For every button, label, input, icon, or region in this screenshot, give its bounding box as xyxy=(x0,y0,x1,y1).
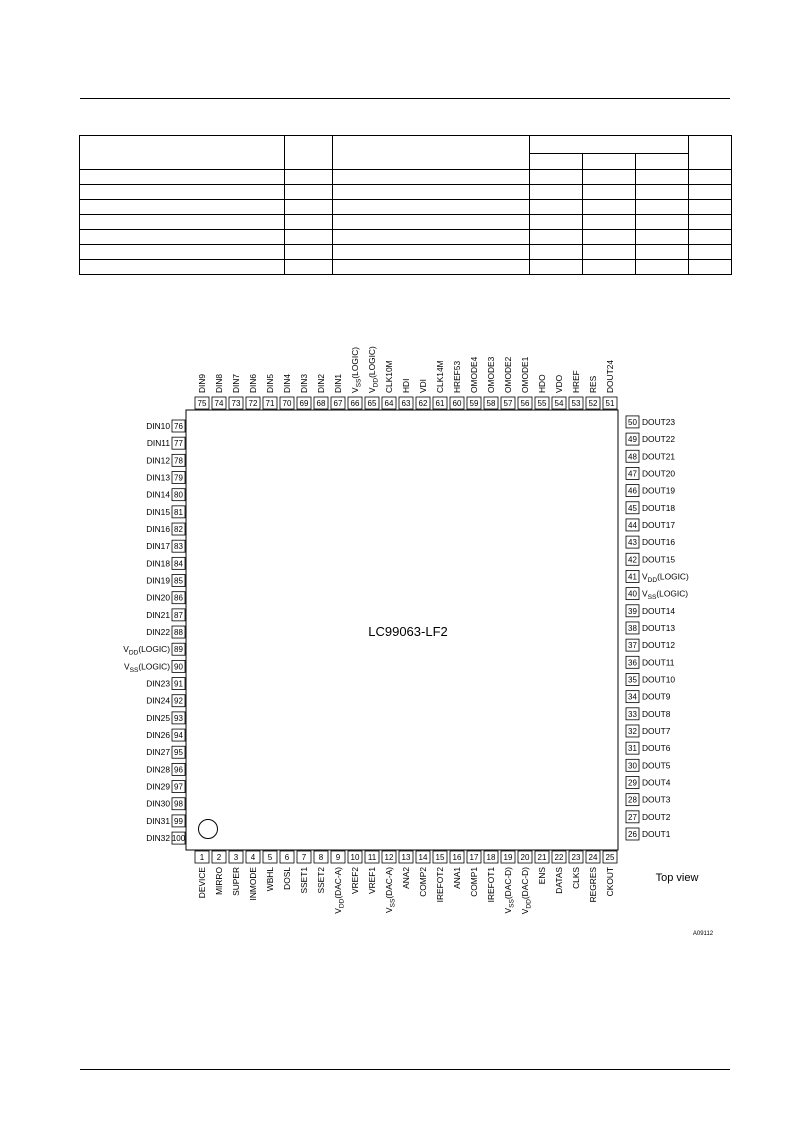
pin-number: 56 xyxy=(520,399,530,408)
pin-number: 25 xyxy=(605,853,615,862)
pin-label: DIN26 xyxy=(146,730,170,741)
pin-number: 89 xyxy=(174,645,183,655)
pin-number: 31 xyxy=(628,744,637,754)
pin-number: 10 xyxy=(350,853,360,862)
pin-label: DATAS xyxy=(554,867,564,894)
pin-label: DIN5 xyxy=(265,373,275,393)
pin-label: OMODE4 xyxy=(469,356,479,393)
pin-label: ENS xyxy=(537,867,547,885)
pin-number: 15 xyxy=(435,853,445,862)
pin-number: 45 xyxy=(628,503,637,513)
pin-number: 64 xyxy=(384,399,394,408)
pin-number: 70 xyxy=(282,399,292,408)
pin-label: $V_{SS}(DAC-A)$ xyxy=(384,867,397,914)
pin-label: DIN31 xyxy=(146,815,170,826)
pin-number: 66 xyxy=(350,399,360,408)
pin-number: 86 xyxy=(174,593,183,603)
pin-label: $V_{DD}(LOGIC)$ xyxy=(642,571,689,584)
pin-number: 81 xyxy=(174,507,183,517)
pin-label: CKOUT xyxy=(605,867,615,897)
pin-label: WBHL xyxy=(265,867,275,892)
pin-number: 54 xyxy=(554,399,564,408)
pin-label: HREF xyxy=(571,370,581,393)
pin-label: $V_{DD}(LOGIC)$ xyxy=(123,644,170,657)
pin-number: 34 xyxy=(628,692,637,702)
pin-number: 11 xyxy=(367,853,377,862)
pin-label: DIN18 xyxy=(146,558,170,569)
pin-number: 21 xyxy=(537,853,547,862)
pin-label: CLK10M xyxy=(384,360,394,393)
pin-label: DIN4 xyxy=(282,373,292,393)
pin-number: 9 xyxy=(335,853,341,862)
pin-label: DIN12 xyxy=(146,455,170,466)
pin-number: 91 xyxy=(174,679,183,689)
pin-label: DOUT17 xyxy=(642,519,676,530)
pin-number: 79 xyxy=(174,473,183,483)
pin-label: ANA1 xyxy=(452,867,462,889)
pin-label: VREF2 xyxy=(350,867,360,894)
pin-number: 74 xyxy=(214,399,224,408)
pin-number: 42 xyxy=(628,555,637,565)
pin-number: 44 xyxy=(628,520,637,530)
pin-label: DIN16 xyxy=(146,524,170,535)
pin-number: 63 xyxy=(401,399,411,408)
pin-number: 35 xyxy=(628,675,637,685)
pin-number: 53 xyxy=(571,399,581,408)
pin-number: 1 xyxy=(199,853,205,862)
chip-part-number: LC99063-LF2 xyxy=(368,624,448,639)
pin-label: DIN32 xyxy=(146,833,170,844)
pin-number: 36 xyxy=(628,658,637,668)
pin-label: DIN10 xyxy=(146,421,170,431)
pin-label: $V_{DD}(DAC-A)$ xyxy=(333,867,346,914)
pin-label: DOSL xyxy=(282,867,292,890)
pin-label: DIN6 xyxy=(248,373,258,393)
pin-label: DIN3 xyxy=(299,373,309,393)
pin-label: DIN21 xyxy=(146,609,170,620)
pin-number: 75 xyxy=(197,399,207,408)
pin-label: DOUT2 xyxy=(642,811,671,822)
pin-number: 59 xyxy=(469,399,479,408)
pin-number: 84 xyxy=(174,559,183,569)
pin-label: DIN9 xyxy=(197,373,207,393)
pin-number: 90 xyxy=(174,662,183,672)
pin-number: 39 xyxy=(628,606,637,616)
pin-number: 80 xyxy=(174,490,183,500)
pin-number: 61 xyxy=(435,399,445,408)
pin-number: 2 xyxy=(216,853,222,862)
pin-label: DOUT15 xyxy=(642,554,676,565)
pin-number: 20 xyxy=(520,853,530,862)
pin-number: 85 xyxy=(174,576,183,586)
pin-number: 93 xyxy=(174,713,183,723)
pin-number: 13 xyxy=(401,853,411,862)
pin-number: 55 xyxy=(537,399,547,408)
pin-number: 51 xyxy=(605,399,615,408)
pin-number: 94 xyxy=(174,731,183,741)
pin-label: DIN13 xyxy=(146,472,170,483)
pin-number: 19 xyxy=(503,853,513,862)
pin-label: $V_{DD}(LOGIC)$ xyxy=(367,346,380,393)
pin-label: DOUT3 xyxy=(642,794,671,805)
pin-number: 68 xyxy=(316,399,326,408)
pin-label: DOUT24 xyxy=(605,359,615,393)
pin-label: $V_{SS}(LOGIC)$ xyxy=(123,661,170,674)
pin-label: DIN24 xyxy=(146,695,170,706)
pin-number: 37 xyxy=(628,641,637,651)
pin-label: HREF53 xyxy=(452,360,462,393)
pin-number: 49 xyxy=(628,435,637,445)
pin-number: 43 xyxy=(628,538,637,548)
pin-label: DOUT23 xyxy=(642,416,676,427)
footer-rule xyxy=(80,1069,730,1070)
pin-label: DIN23 xyxy=(146,678,170,689)
pin-label: DEVICE xyxy=(197,867,207,899)
pin-number: 6 xyxy=(284,853,290,862)
pin-label: DOUT10 xyxy=(642,674,676,685)
pin-label: DIN29 xyxy=(146,781,170,792)
pin-label: MIRRO xyxy=(214,867,224,895)
pin-number: 57 xyxy=(503,399,513,408)
pin-label: DOUT12 xyxy=(642,640,676,651)
pin-number: 72 xyxy=(248,399,258,408)
pin-number: 23 xyxy=(571,853,581,862)
pin-label: SUPER xyxy=(231,867,241,896)
pin-label: DOUT13 xyxy=(642,622,676,633)
pin-label: OMODE1 xyxy=(520,356,530,393)
pin-label: $V_{SS}(LOGIC)$ xyxy=(350,346,363,393)
pin-label: DIN28 xyxy=(146,764,170,775)
pin-label: HDI xyxy=(401,378,411,393)
view-label: Top view xyxy=(655,872,699,884)
pin-label: DOUT20 xyxy=(642,468,676,479)
pin-label: DOUT8 xyxy=(642,708,671,719)
pin-label: DOUT14 xyxy=(642,605,676,616)
pin-number: 95 xyxy=(174,748,183,758)
pin-label: DIN8 xyxy=(214,373,224,393)
pin-number: 58 xyxy=(486,399,496,408)
pin-number: 28 xyxy=(628,795,637,805)
pin-label: DIN7 xyxy=(231,373,241,393)
pin-number: 16 xyxy=(452,853,462,862)
pin-number: 77 xyxy=(174,439,183,449)
pin-label: DOUT1 xyxy=(642,829,671,839)
pin-number: 12 xyxy=(384,853,394,862)
pin-label: REGRES xyxy=(588,867,598,903)
pin-label: DOUT11 xyxy=(642,657,675,668)
pin-label: DIN1 xyxy=(333,373,343,393)
pin1-marker-icon xyxy=(199,820,218,839)
pin-number: 92 xyxy=(174,696,183,706)
pin-number: 62 xyxy=(418,399,428,408)
pin-label: COMP2 xyxy=(418,867,428,897)
pin-number: 48 xyxy=(628,452,637,462)
pin-number: 83 xyxy=(174,542,183,552)
pin-label: HDO xyxy=(537,374,547,393)
pin-number: 78 xyxy=(174,456,183,466)
pin-label: $V_{SS}(DAC-D)$ xyxy=(503,867,516,914)
pin-label: DOUT19 xyxy=(642,485,676,496)
pin-number: 40 xyxy=(628,589,637,599)
pin-label: DIN25 xyxy=(146,712,170,723)
pin-number: 5 xyxy=(267,853,273,862)
pin-number: 3 xyxy=(233,853,239,862)
pin-number: 69 xyxy=(299,399,309,408)
pin-number: 97 xyxy=(174,782,183,792)
pin-number: 27 xyxy=(628,812,637,822)
pin-number: 46 xyxy=(628,486,637,496)
pin-number: 76 xyxy=(174,422,183,431)
pin-number: 88 xyxy=(174,628,183,638)
pin-label: DOUT21 xyxy=(642,451,676,462)
pin-number: 73 xyxy=(231,399,241,408)
pin-number: 96 xyxy=(174,765,183,775)
pin-label: DIN14 xyxy=(146,489,170,500)
pin-number: 14 xyxy=(418,853,428,862)
pin-label: OMODE3 xyxy=(486,356,496,393)
pin-label: DIN11 xyxy=(146,438,170,449)
pin-label: $V_{SS}(LOGIC)$ xyxy=(642,588,689,602)
pin-number: 41 xyxy=(628,572,637,582)
pin-number: 47 xyxy=(628,469,637,479)
pin-number: 60 xyxy=(452,399,462,408)
pin-number: 4 xyxy=(250,853,256,862)
pin-label: SSET2 xyxy=(316,867,326,894)
pin-label: DIN22 xyxy=(146,627,170,638)
pin-number: 71 xyxy=(265,399,275,408)
pin-label: DIN30 xyxy=(146,798,170,809)
pin-label: SSET1 xyxy=(299,867,309,894)
pin-label: DOUT5 xyxy=(642,760,671,771)
pin-label: DOUT16 xyxy=(642,537,676,548)
pin-label: OMODE2 xyxy=(503,356,513,393)
pin-label: DIN20 xyxy=(146,592,170,603)
drawing-code: A09112 xyxy=(692,931,714,937)
pin-label: DOUT7 xyxy=(642,725,671,736)
pin-label: $V_{DD}(DAC-D)$ xyxy=(520,867,533,915)
pin-label: DIN17 xyxy=(146,541,170,552)
pin-label: CLK14M xyxy=(435,360,445,393)
pin-number: 100 xyxy=(171,834,186,844)
pin-label: DIN15 xyxy=(146,506,170,517)
pin-label: DOUT9 xyxy=(642,691,671,702)
pin-number: 30 xyxy=(628,761,637,771)
pin-number: 87 xyxy=(174,610,183,620)
pin-label: ANA2 xyxy=(401,867,411,889)
pin-label: DOUT4 xyxy=(642,777,671,788)
pin-number: 50 xyxy=(628,417,637,427)
pin-label: IREFOT2 xyxy=(435,867,445,903)
pin-label: COMP1 xyxy=(469,867,479,897)
pin-number: 82 xyxy=(174,525,183,535)
pin-label: DIN2 xyxy=(316,373,326,393)
pin-number: 18 xyxy=(486,853,496,862)
pin-number: 52 xyxy=(588,399,598,408)
pin-number: 65 xyxy=(367,399,377,408)
pin-number: 33 xyxy=(628,709,637,719)
pin-number: 67 xyxy=(333,399,343,408)
pin-label: VDI xyxy=(418,379,428,393)
pin-number: 32 xyxy=(628,726,637,736)
pin-number: 17 xyxy=(469,853,479,862)
pin-label: INMODE xyxy=(248,867,258,901)
pin-number: 8 xyxy=(318,853,324,862)
pin-number: 26 xyxy=(628,830,637,839)
pin-number: 22 xyxy=(554,853,564,862)
pin-number: 99 xyxy=(174,816,183,826)
pin-label: DIN19 xyxy=(146,575,170,586)
pin-label: DOUT6 xyxy=(642,743,671,754)
pin-label: DIN27 xyxy=(146,747,170,758)
pin-label: CLKS xyxy=(571,867,581,889)
pin-label: VDO xyxy=(554,374,564,393)
pin-number: 24 xyxy=(588,853,598,862)
pin-number: 29 xyxy=(628,778,637,788)
pin-label: VREF1 xyxy=(367,867,377,894)
pin-label: DOUT18 xyxy=(642,502,676,513)
pin-label: DOUT22 xyxy=(642,434,676,445)
pin-label: IREFOT1 xyxy=(486,867,496,903)
pin-number: 7 xyxy=(301,853,307,862)
pin-label: RES xyxy=(588,375,598,393)
pin-number: 38 xyxy=(628,623,637,633)
pin-number: 98 xyxy=(174,799,183,809)
